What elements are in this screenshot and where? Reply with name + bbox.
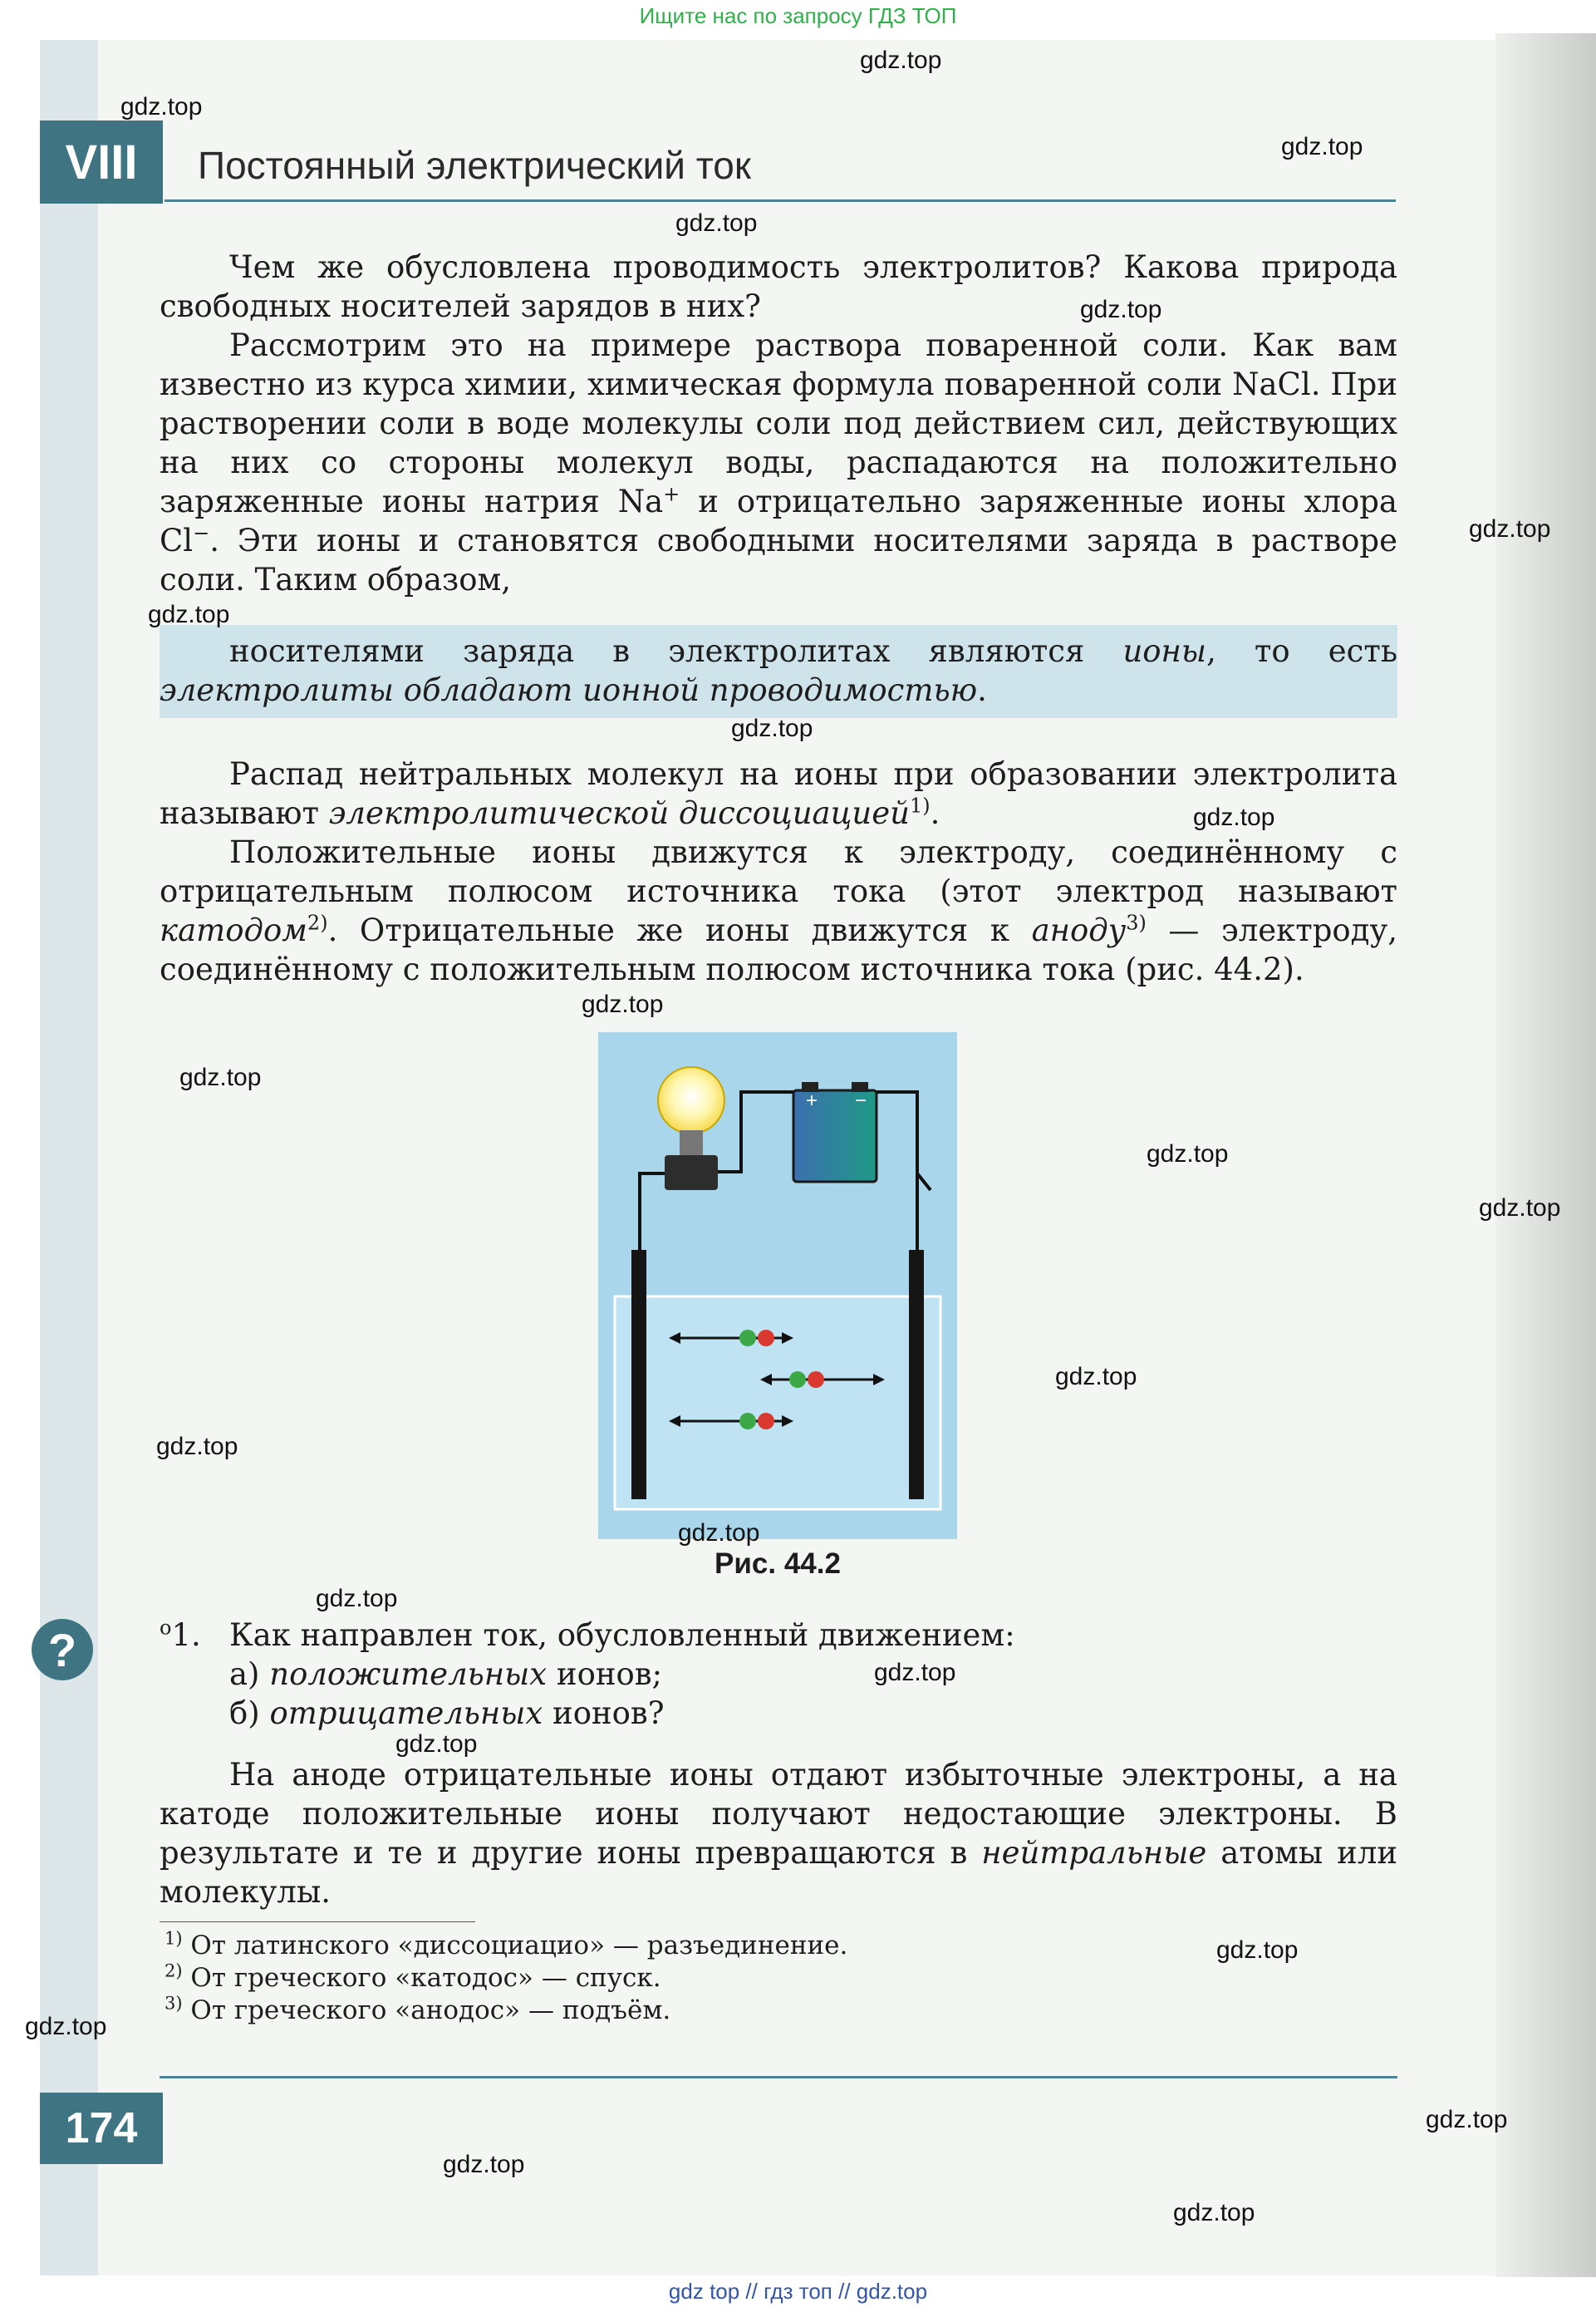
negative-ion-icon bbox=[789, 1371, 806, 1388]
watermark: gdz.top bbox=[1193, 804, 1275, 831]
electrode-left bbox=[631, 1250, 646, 1499]
left-margin-band bbox=[40, 40, 98, 2275]
footer-divider bbox=[160, 2076, 1397, 2078]
definition-ionic-conductivity: носителями заряда в электролитах являются ионы, то есть электролиты обладают ионной проводимостью. bbox=[160, 633, 1398, 708]
battery-minus-label: − bbox=[854, 1090, 867, 1112]
watermark: gdz.top bbox=[860, 47, 942, 74]
watermark: gdz.top bbox=[582, 991, 664, 1018]
question-option-b: б) отрицательных ионов? bbox=[229, 1695, 665, 1731]
battery-plus-label: + bbox=[805, 1090, 818, 1112]
question-mark-icon: ? bbox=[32, 1619, 93, 1680]
bulb-socket bbox=[665, 1155, 718, 1190]
watermark: gdz.top bbox=[874, 1659, 956, 1686]
watermark: gdz.top bbox=[148, 601, 230, 628]
paragraph-ion-movement: Положительные ионы движутся к электроду, соединённому с отрицательным полюсом источника тока (этот электрод называют катодом$^{2)}$. Отрицательные же ионы движутся к аноду$^{3)}$ — электроду, соединённому с положительным полюсом источника тока (рис. 44.2). bbox=[160, 834, 1397, 987]
watermark: gdz.top bbox=[179, 1064, 262, 1091]
watermark: gdz.top bbox=[120, 93, 203, 121]
watermark: gdz.top bbox=[316, 1585, 398, 1612]
watermark: gdz.top bbox=[1479, 1194, 1561, 1222]
figure-caption: Рис. 44.2 bbox=[715, 1547, 841, 1580]
wire-bulb-battery bbox=[718, 1092, 793, 1172]
watermark: gdz.top bbox=[675, 209, 758, 237]
question-option-a: а) положительных ионов; bbox=[229, 1656, 663, 1692]
footnote-item: $^{3)}$ От греческого «анодос» — подъём. bbox=[165, 1993, 671, 2025]
footnote-divider bbox=[160, 1921, 475, 1922]
electrolysis-illustration bbox=[598, 1032, 957, 1539]
negative-ion-icon bbox=[739, 1330, 756, 1346]
footnote-item: $^{2)}$ От греческого «катодос» — спуск. bbox=[165, 1960, 661, 1993]
negative-ion-icon bbox=[739, 1413, 756, 1429]
page-number: 174 bbox=[40, 2093, 163, 2164]
electrolyte-vessel bbox=[615, 1296, 940, 1509]
paragraph-salt-example: Рассмотрим это на примере раствора поваренной соли. Как вам известно из курса химии, химическая формула поваренной соли NaCl. При растворении соли в воде молекулы соли под действием сил, действующих на них со стороны молекул воды, распадаются на положительно заряженные ионы натрия Na+ и отрицательно заряженные ионы хлора Cl−. Эти ионы и становятся свободными носителями заряда в растворе соли. Таким образом, bbox=[160, 327, 1397, 598]
footnote-item: $^{1)}$ От латинского «диссоциацио» — разъединение. bbox=[165, 1928, 848, 1960]
paragraph-dissociation: Распад нейтральных молекул на ионы при образовании электролита называют электролитической диссоциацией$^{1)}$. bbox=[160, 756, 1397, 831]
paragraph-intro-question: Чем же обусловлена проводимость электролитов? Какова природа свободных носителей зарядов в них? bbox=[160, 249, 1397, 324]
watermark: gdz.top bbox=[25, 2013, 107, 2040]
paragraph-electrode-reactions: На аноде отрицательные ионы отдают избыточные электроны, а на катоде положительные ионы получают недостающие электроны. В результате и те и другие ионы превращаются в нейтральные атомы или молекулы. bbox=[160, 1757, 1397, 1910]
watermark: gdz.top bbox=[1080, 296, 1162, 323]
electrode-right bbox=[909, 1250, 924, 1499]
watermark: gdz.top bbox=[1469, 515, 1551, 543]
chapter-number-tab: VIII bbox=[40, 121, 163, 204]
top-search-note: Ищите нас по запросу ГДЗ ТОП bbox=[639, 3, 957, 28]
watermark: gdz.top bbox=[395, 1730, 478, 1758]
watermark: gdz.top bbox=[1173, 2199, 1255, 2226]
watermark: gdz.top bbox=[731, 715, 813, 742]
watermark: gdz.top bbox=[678, 1519, 760, 1547]
switch-icon bbox=[917, 1173, 931, 1190]
figure-electrolysis-diagram bbox=[598, 1032, 957, 1539]
watermark: gdz.top bbox=[443, 2151, 525, 2178]
positive-ion-icon bbox=[758, 1330, 774, 1346]
watermark: gdz.top bbox=[1426, 2106, 1508, 2133]
bulb-base bbox=[680, 1130, 703, 1155]
wire-bulb-electrode bbox=[640, 1173, 665, 1253]
watermark: gdz.top bbox=[1055, 1363, 1137, 1390]
page-edge-shadow bbox=[1495, 33, 1596, 2277]
header-divider bbox=[165, 199, 1396, 202]
positive-ion-icon bbox=[758, 1413, 774, 1429]
light-bulb-icon bbox=[658, 1067, 724, 1134]
watermark: gdz.top bbox=[1216, 1936, 1299, 1964]
bottom-search-note: gdz top // гдз топ // gdz.top bbox=[668, 2279, 928, 2304]
chapter-title: Постоянный электрический ток bbox=[198, 144, 752, 187]
watermark: gdz.top bbox=[1147, 1140, 1229, 1168]
question-main: Как направлен ток, обусловленный движением: bbox=[229, 1617, 1015, 1653]
watermark: gdz.top bbox=[1281, 133, 1363, 160]
footnotes bbox=[165, 1930, 847, 2027]
watermark: gdz.top bbox=[156, 1433, 238, 1460]
positive-ion-icon bbox=[808, 1371, 824, 1388]
wire-battery-electrode bbox=[877, 1092, 917, 1253]
question-number: $^о$1. bbox=[160, 1616, 201, 1653]
